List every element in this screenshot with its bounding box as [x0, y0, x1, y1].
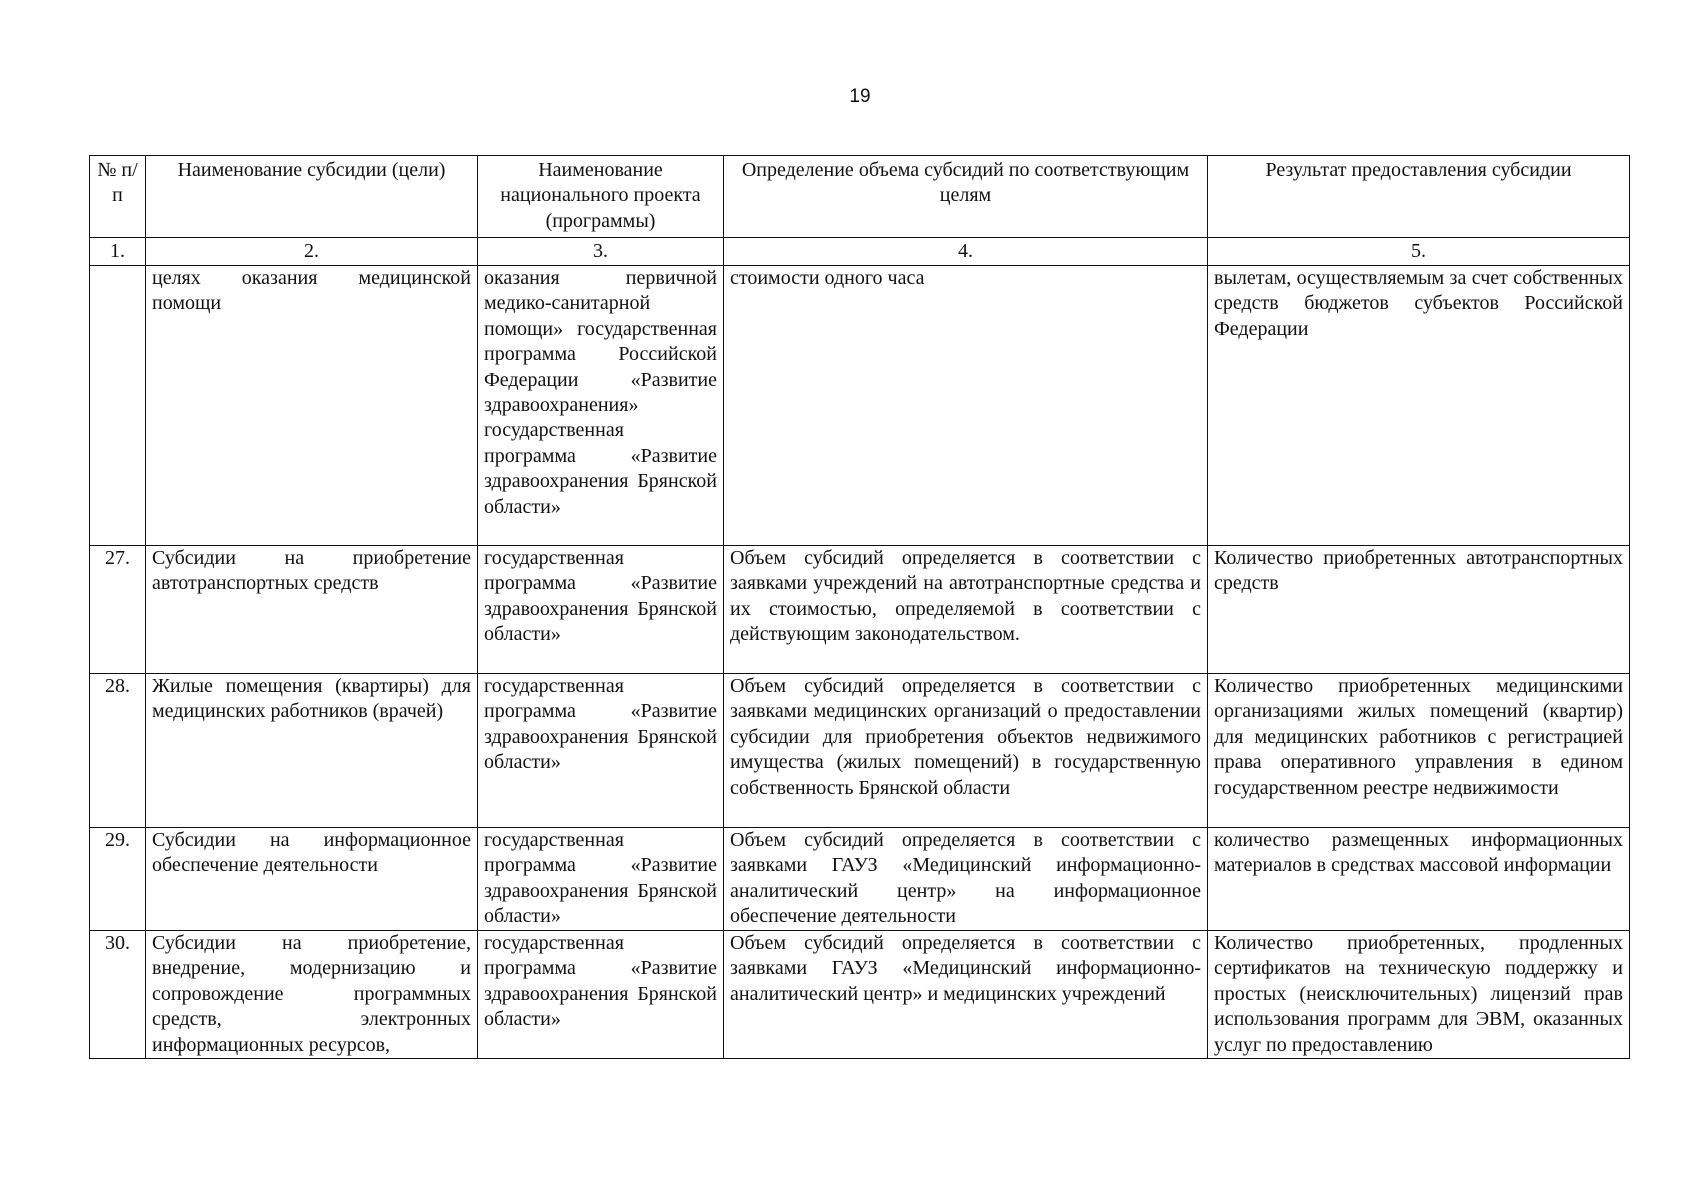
project-name: государственная программа «Развитие здравоохранения Брянской области»	[478, 828, 724, 931]
column-number: 3.	[478, 238, 724, 266]
row-number: 27.	[90, 546, 146, 674]
header-project: Наименование национального проекта (программы)	[478, 156, 724, 238]
row-number: 29.	[90, 828, 146, 931]
table-row	[90, 674, 1630, 828]
volume-definition: Объем субсидий определяется в соответствии с заявками учреждений на автотранспортные средства и их стоимостью, определяемой в соответствии с действующим законодательством.	[724, 546, 1208, 674]
column-number: 2.	[146, 238, 478, 266]
subsidy-name: Субсидии на приобретение автотранспортных средств	[146, 546, 478, 674]
volume-definition: Объем субсидий определяется в соответствии с заявками ГАУЗ «Медицинский информационно-аналитический центр» и медицинских учреждений	[724, 931, 1208, 1059]
subsidy-result: Количество приобретенных медицинскими организациями жилых помещений (квартир) для медицинских работников с регистрацией права оперативного управления в едином государственном реестре недвижимости	[1208, 674, 1630, 828]
row-number: 30.	[90, 931, 146, 1059]
header-result: Результат предоставления субсидии	[1208, 156, 1630, 238]
volume-definition: Объем субсидий определяется в соответствии с заявками медицинских организаций о предоставлении субсидии для приобретения объектов недвижимого имущества (жилых помещений) в государственную собственность Брянской области	[724, 674, 1208, 828]
column-number-row	[90, 238, 1630, 266]
row-number: 28.	[90, 674, 146, 828]
column-number: 4.	[724, 238, 1208, 266]
project-name: государственная программа «Развитие здравоохранения Брянской области»	[478, 931, 724, 1059]
row-number	[90, 266, 146, 546]
project-name: государственная программа «Развитие здравоохранения Брянской области»	[478, 546, 724, 674]
subsidy-result: количество размещенных информационных материалов в средствах массовой информации	[1208, 828, 1630, 931]
page-number: 19	[849, 86, 871, 107]
column-number: 1.	[90, 238, 146, 266]
subsidy-result: Количество приобретенных, продленных сертификатов на техническую поддержку и простых (неисключительных) лицензий прав использования программ для ЭВМ, оказанных услуг по предоставлению	[1208, 931, 1630, 1059]
project-name: оказания первичной медико-санитарной помощи» государственная программа Российской Федерации «Развитие здравоохранения» государственная программа «Развитие здравоохранения Брянской области»	[478, 266, 724, 546]
header-name: Наименование субсидии (цели)	[146, 156, 478, 238]
table-row	[90, 828, 1630, 931]
column-number: 5.	[1208, 238, 1630, 266]
project-name: государственная программа «Развитие здравоохранения Брянской области»	[478, 674, 724, 828]
subsidy-name: Субсидии на приобретение, внедрение, модернизацию и сопровождение программных средств, электронных информационных ресурсов,	[146, 931, 478, 1059]
volume-definition: стоимости одного часа	[724, 266, 1208, 546]
subsidy-name: Жилые помещения (квартиры) для медицинских работников (врачей)	[146, 674, 478, 828]
subsidies-table	[89, 155, 1630, 1059]
subsidy-result: вылетам, осуществляемым за счет собственных средств бюджетов субъектов Российской Федерации	[1208, 266, 1630, 546]
subsidy-name: Субсидии на информационное обеспечение деятельности	[146, 828, 478, 931]
header-volume: Определение объема субсидий по соответствующим целям	[724, 156, 1208, 238]
table-row	[90, 266, 1630, 546]
subsidy-name: целях оказания медицинской помощи	[146, 266, 478, 546]
table-row	[90, 931, 1630, 1059]
header-num: № п/п	[90, 156, 146, 238]
subsidy-result: Количество приобретенных автотранспортных средств	[1208, 546, 1630, 674]
header-row	[90, 156, 1630, 238]
table-row	[90, 546, 1630, 674]
volume-definition: Объем субсидий определяется в соответствии с заявками ГАУЗ «Медицинский информационно-аналитический центр» на информационное обеспечение деятельности	[724, 828, 1208, 931]
